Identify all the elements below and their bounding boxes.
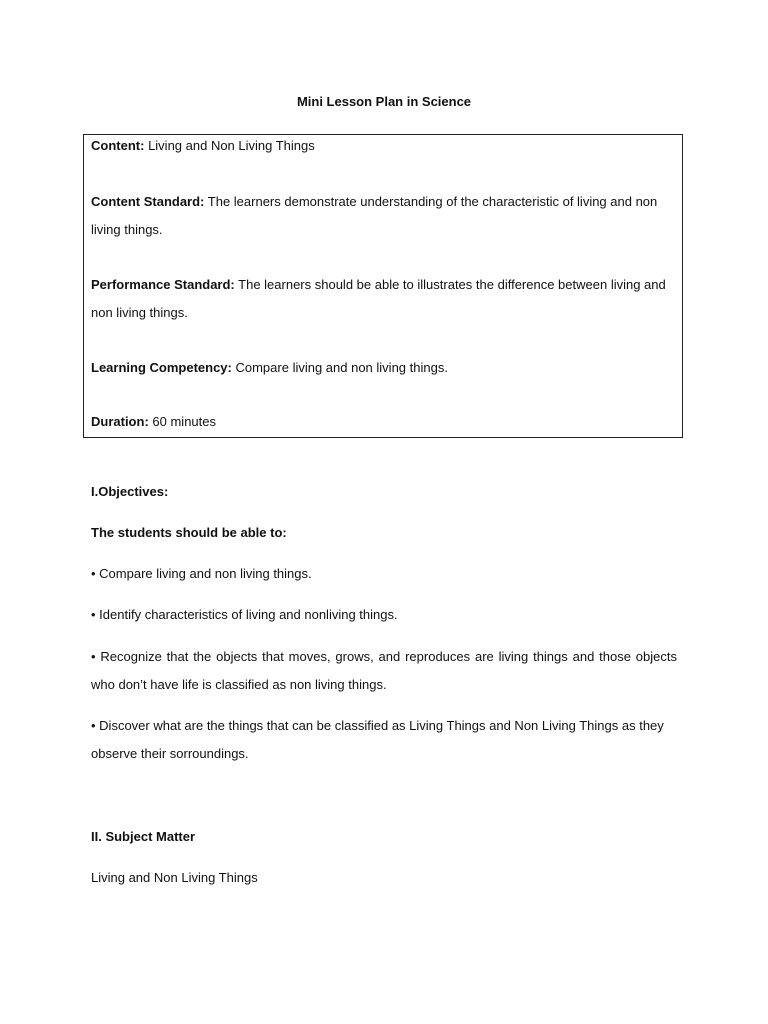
performance-standard-row bbox=[91, 271, 670, 327]
subject-matter-heading: II. Subject Matter bbox=[91, 829, 196, 844]
document-title: Mini Lesson Plan in Science bbox=[296, 94, 472, 109]
content-standard-row bbox=[91, 188, 670, 244]
duration-label: Duration: bbox=[91, 414, 149, 429]
lesson-info-box bbox=[83, 134, 683, 438]
content-value: Living and Non Living Things bbox=[148, 138, 315, 153]
objective-item: • Discover what are the things that can be classified as Living Things and Non Living Things as they observe their sorroundings. bbox=[91, 718, 664, 761]
learning-competency-value: Compare living and non living things. bbox=[235, 360, 448, 375]
content-row bbox=[91, 132, 670, 160]
objective-item: • Identify characteristics of living and nonliving things. bbox=[91, 607, 398, 622]
duration-row bbox=[91, 408, 670, 436]
content-standard-value: The learners demonstrate understanding of the characteristic of living and non living things. bbox=[91, 194, 658, 237]
subject-matter-text: Living and Non Living Things bbox=[91, 870, 258, 885]
objective-item: • Compare living and non living things. bbox=[91, 566, 312, 581]
content-label: Content: bbox=[91, 138, 145, 153]
content-standard-label: Content Standard: bbox=[91, 194, 205, 209]
objectives-intro: The students should be able to: bbox=[91, 525, 287, 540]
duration-value: 60 minutes bbox=[152, 414, 216, 429]
objectives-heading: I.Objectives: bbox=[91, 484, 169, 499]
learning-competency-row bbox=[91, 354, 670, 382]
performance-standard-value: The learners should be able to illustrates the difference between living and non living things. bbox=[91, 277, 666, 320]
learning-competency-label: Learning Competency: bbox=[91, 360, 232, 375]
performance-standard-label: Performance Standard: bbox=[91, 277, 235, 292]
objective-item: • Recognize that the objects that moves, grows, and reproduces are living things and those objects who don’t have life is classified as non living things. bbox=[91, 649, 677, 692]
